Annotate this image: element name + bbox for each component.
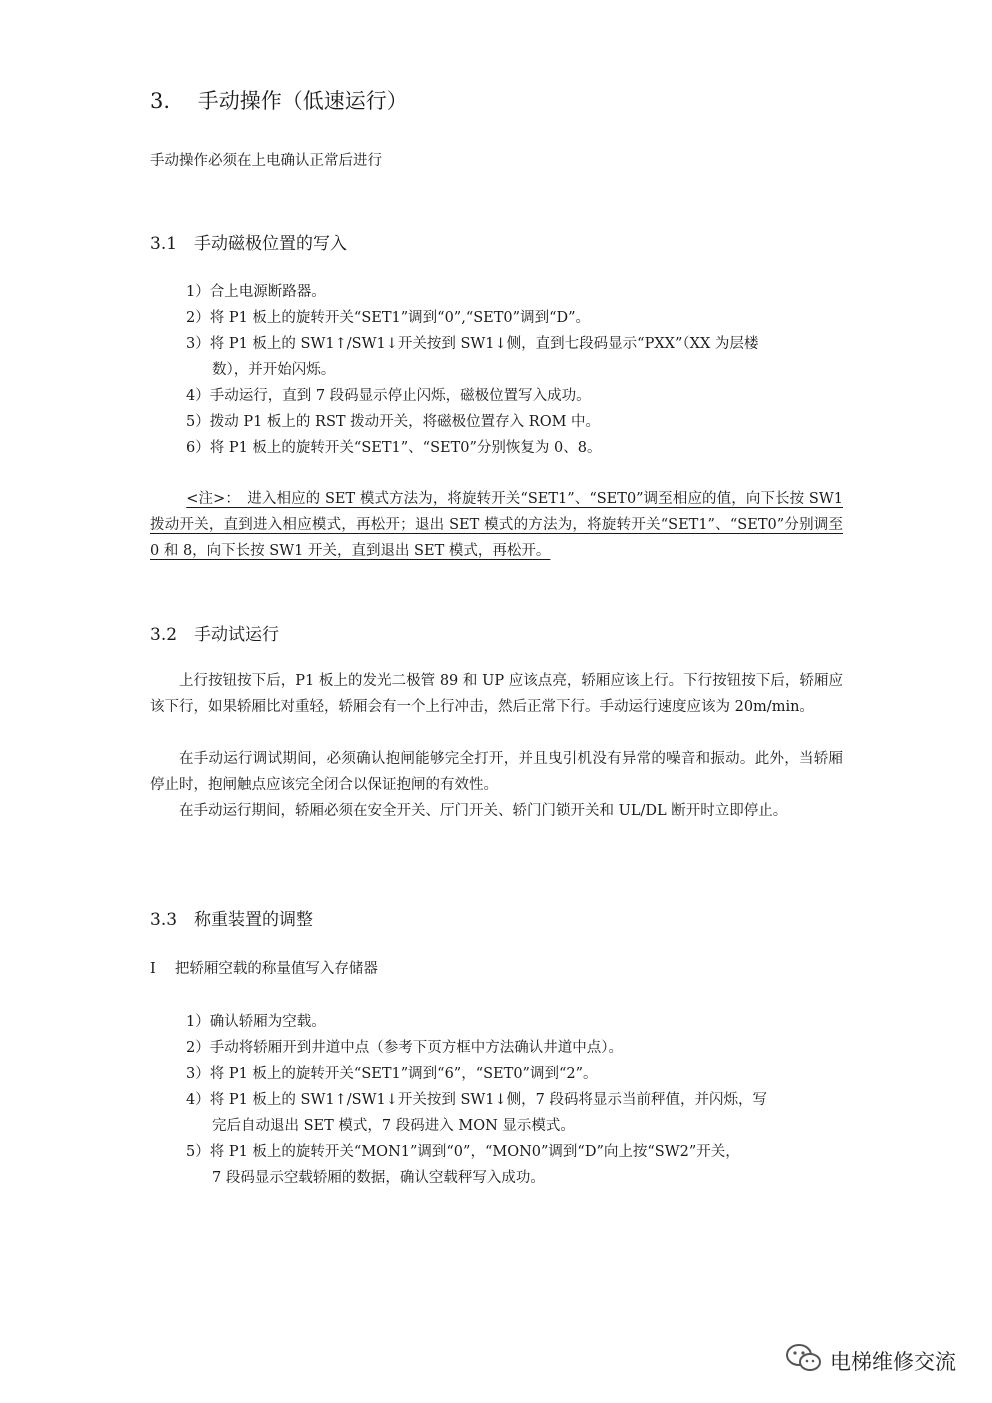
list-item: 5）拨动 P1 板上的 RST 拨动开关，将磁极位置存入 ROM 中。 bbox=[186, 414, 601, 430]
list-item: 3）将 P1 板上的 SW1↑/SW1↓开关按到 SW1↓侧，直到七段码显示“PXX”（XX 为层楼 bbox=[186, 336, 759, 352]
watermark-text: 电梯维修交流 bbox=[830, 1349, 956, 1374]
list-item: 4）将 P1 板上的 SW1↑/SW1↓开关按到 SW1↓侧，7 段码将显示当前秤值，并闪烁，写 bbox=[186, 1092, 767, 1108]
section-3-3-title: 3.3 称重装置的调整 bbox=[150, 910, 314, 930]
list-item bbox=[186, 1113, 846, 1139]
list-item: 3）将 P1 板上的旋转开关“SET1”调到“6”，“SET0”调到“2”。 bbox=[186, 1066, 598, 1082]
list-item-continuation: 7 段码显示空载轿厢的数据，确认空载秤写入成功。 bbox=[212, 1170, 545, 1186]
wechat-icon bbox=[784, 1343, 824, 1378]
section-3-3-subtitle: I 把轿厢空载的称量值写入存储器 bbox=[150, 961, 378, 977]
paragraph: 上行按钮按下后，P1 板上的发光二极管 89 和 UP 应该点亮，轿厢应该上行。下行按钮按下后，轿厢应该下行，如果轿厢比对重轻，轿厢会有一个上行冲击，然后正常下行。手动运行速度应该为 20m/min。 bbox=[150, 673, 843, 715]
list-item: 5）将 P1 板上的旋转开关“MON1”调到“0”，“MON0”调到“D”向上按“SW2”开关， bbox=[186, 1144, 740, 1160]
list-item: 4）手动运行，直到 7 段码显示停止闪烁，磁极位置写入成功。 bbox=[186, 388, 591, 404]
section-3-3-steps bbox=[186, 1009, 846, 1191]
watermark bbox=[784, 1343, 956, 1378]
note-paragraph: <注>： 进入相应的 SET 模式方法为，将旋转开关“SET1”、“SET0”调至相应的值，向下长按 SW1 拨动开关，直到进入相应模式，再松开；退出 SET 模式的方法为，将旋转开关“SET1”、“SET0”分别调至 0 和 8，向下长按 SW1 开关，直到退出 SET 模式，再松开。 bbox=[150, 491, 843, 559]
list-item bbox=[186, 1165, 846, 1191]
list-item-continuation: 完后自动退出 SET 模式，7 段码进入 MON 显示模式。 bbox=[212, 1118, 575, 1134]
paragraph: 在手动运行期间，轿厢必须在安全开关、厅门开关、轿门门锁开关和 UL/DL 断开时立即停止。 bbox=[179, 803, 788, 819]
section-3-1-title: 3.1 手动磁极位置的写入 bbox=[150, 234, 348, 254]
section-3-title: 3. 手动操作（低速运行） bbox=[150, 89, 408, 113]
section-3-intro: 手动操作必须在上电确认正常后进行 bbox=[150, 153, 382, 169]
list-item: 6）将 P1 板上的旋转开关“SET1”、“SET0”分别恢复为 0、8。 bbox=[186, 440, 602, 456]
list-item: 1）合上电源断路器。 bbox=[186, 284, 326, 300]
section-3-2-title: 3.2 手动试运行 bbox=[150, 625, 280, 645]
list-item: 2）将 P1 板上的旋转开关“SET1”调到“0”,“SET0”调到“D”。 bbox=[186, 310, 591, 326]
section-3-1-steps bbox=[186, 279, 846, 461]
list-item bbox=[186, 357, 846, 383]
list-item-continuation: 数），并开始闪烁。 bbox=[212, 362, 336, 378]
paragraph: 在手动运行调试期间，必须确认抱闸能够完全打开，并且曳引机没有异常的噪音和振动。此外，当轿厢停止时，抱闸触点应该完全闭合以保证抱闸的有效性。 bbox=[150, 751, 843, 793]
list-item: 2）手动将轿厢开到井道中点（参考下页方框中方法确认井道中点）。 bbox=[186, 1040, 623, 1056]
list-item: 1）确认轿厢为空载。 bbox=[186, 1014, 326, 1030]
